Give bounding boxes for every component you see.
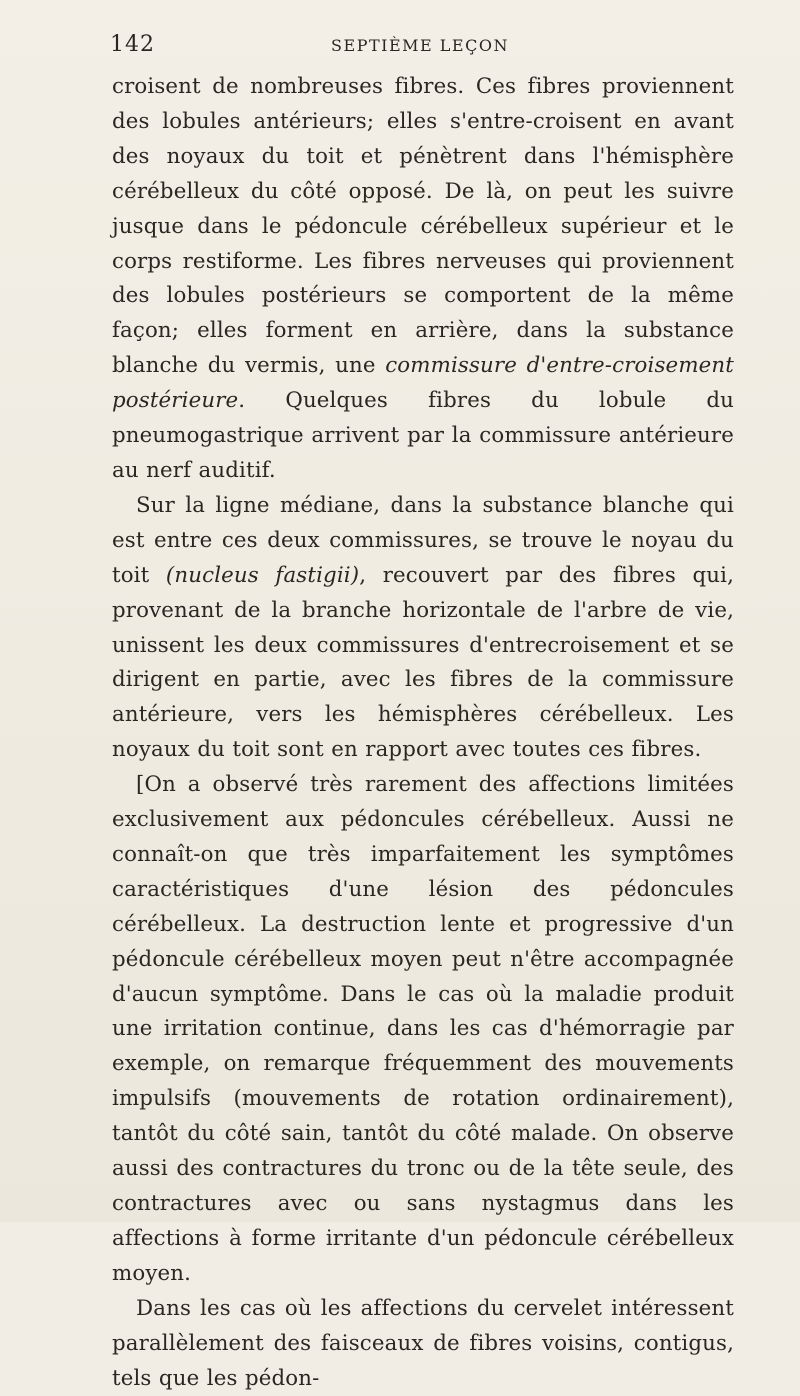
paragraph-4 [112, 1292, 734, 1396]
paragraph-2-text-b: , recouvert par des fibres qui, provenant de la branche horizontale de l'arbre de vie, unissent les deux commissures d'entrecroisement et se dirigent en partie, avec les fibres de la commissure antérieure, vers les hémisphères cérébelleux. Les noyaux du toit sont en rapport avec toutes ces fibres. [112, 562, 734, 763]
running-head [110, 32, 730, 62]
paragraph-1-text-b: . Quelques fibres du lobule du pneumogastrique arrivent par la commissure antérieure au nerf auditif. [112, 388, 734, 483]
paragraph-4-text: Dans les cas où les affections du cervelet intéressent parallèlement des faisceaux de fibres voisins, contigus, tels que les pédon- [112, 1295, 734, 1391]
body-text [112, 70, 734, 1396]
page-number: 142 [110, 32, 155, 57]
paragraph-2-text-a: Sur la ligne médiane, dans la substance blanche qui est entre ces deux commissures, se trouve le noyau du toit [112, 492, 734, 588]
paragraph-1-text-a: croisent de nombreuses fibres. Ces fibres proviennent des lobules antérieurs; elles s'entre-croisent en avant des noyaux du toit et pénètrent dans l'hémisphère cérébelleux du côté opposé. De là, on peut les suivre jusque dans le pédoncule cérébelleux supérieur et le corps restiforme. Les fibres nerveuses qui proviennent des lobules postérieurs se comportent de la même façon; elles forment en arrière, dans la substance blanche du vermis, une [112, 74, 734, 379]
paragraph-1 [112, 70, 734, 489]
paragraph-3-text: [On a observé très rarement des affections limitées exclusivement aux pédoncules cérébelleux. Aussi ne connaît-on que très imparfaitement les symptômes caractéristiques d'une lésion des pédoncules cérébelleux. La destruction lente et progressive d'un pédoncule cérébelleux moyen peut n'être accompagnée d'aucun symptôme. Dans le cas où la maladie produit une irritation continue, dans les cas d'hémorragie par exemple, on remarque fréquemment des mouvements impulsifs (mouvements de rotation ordinairement), tantôt du côté sain, tantôt du côté malade. On observe aussi des contractures du tronc ou de la tête seule, des contractures avec ou sans nystagmus dans les affections à forme irritante d'un pédoncule cérébelleux moyen. [112, 772, 734, 1286]
italic-term-commissure: commissure d'entre-croisement postérieure [112, 353, 734, 414]
italic-term-nucleus-fastigii: (nucleus fastigii) [165, 562, 360, 588]
paragraph-2 [112, 489, 734, 768]
chapter-title: SEPTIÈME LEÇON [331, 36, 509, 55]
paragraph-3 [112, 768, 734, 1292]
